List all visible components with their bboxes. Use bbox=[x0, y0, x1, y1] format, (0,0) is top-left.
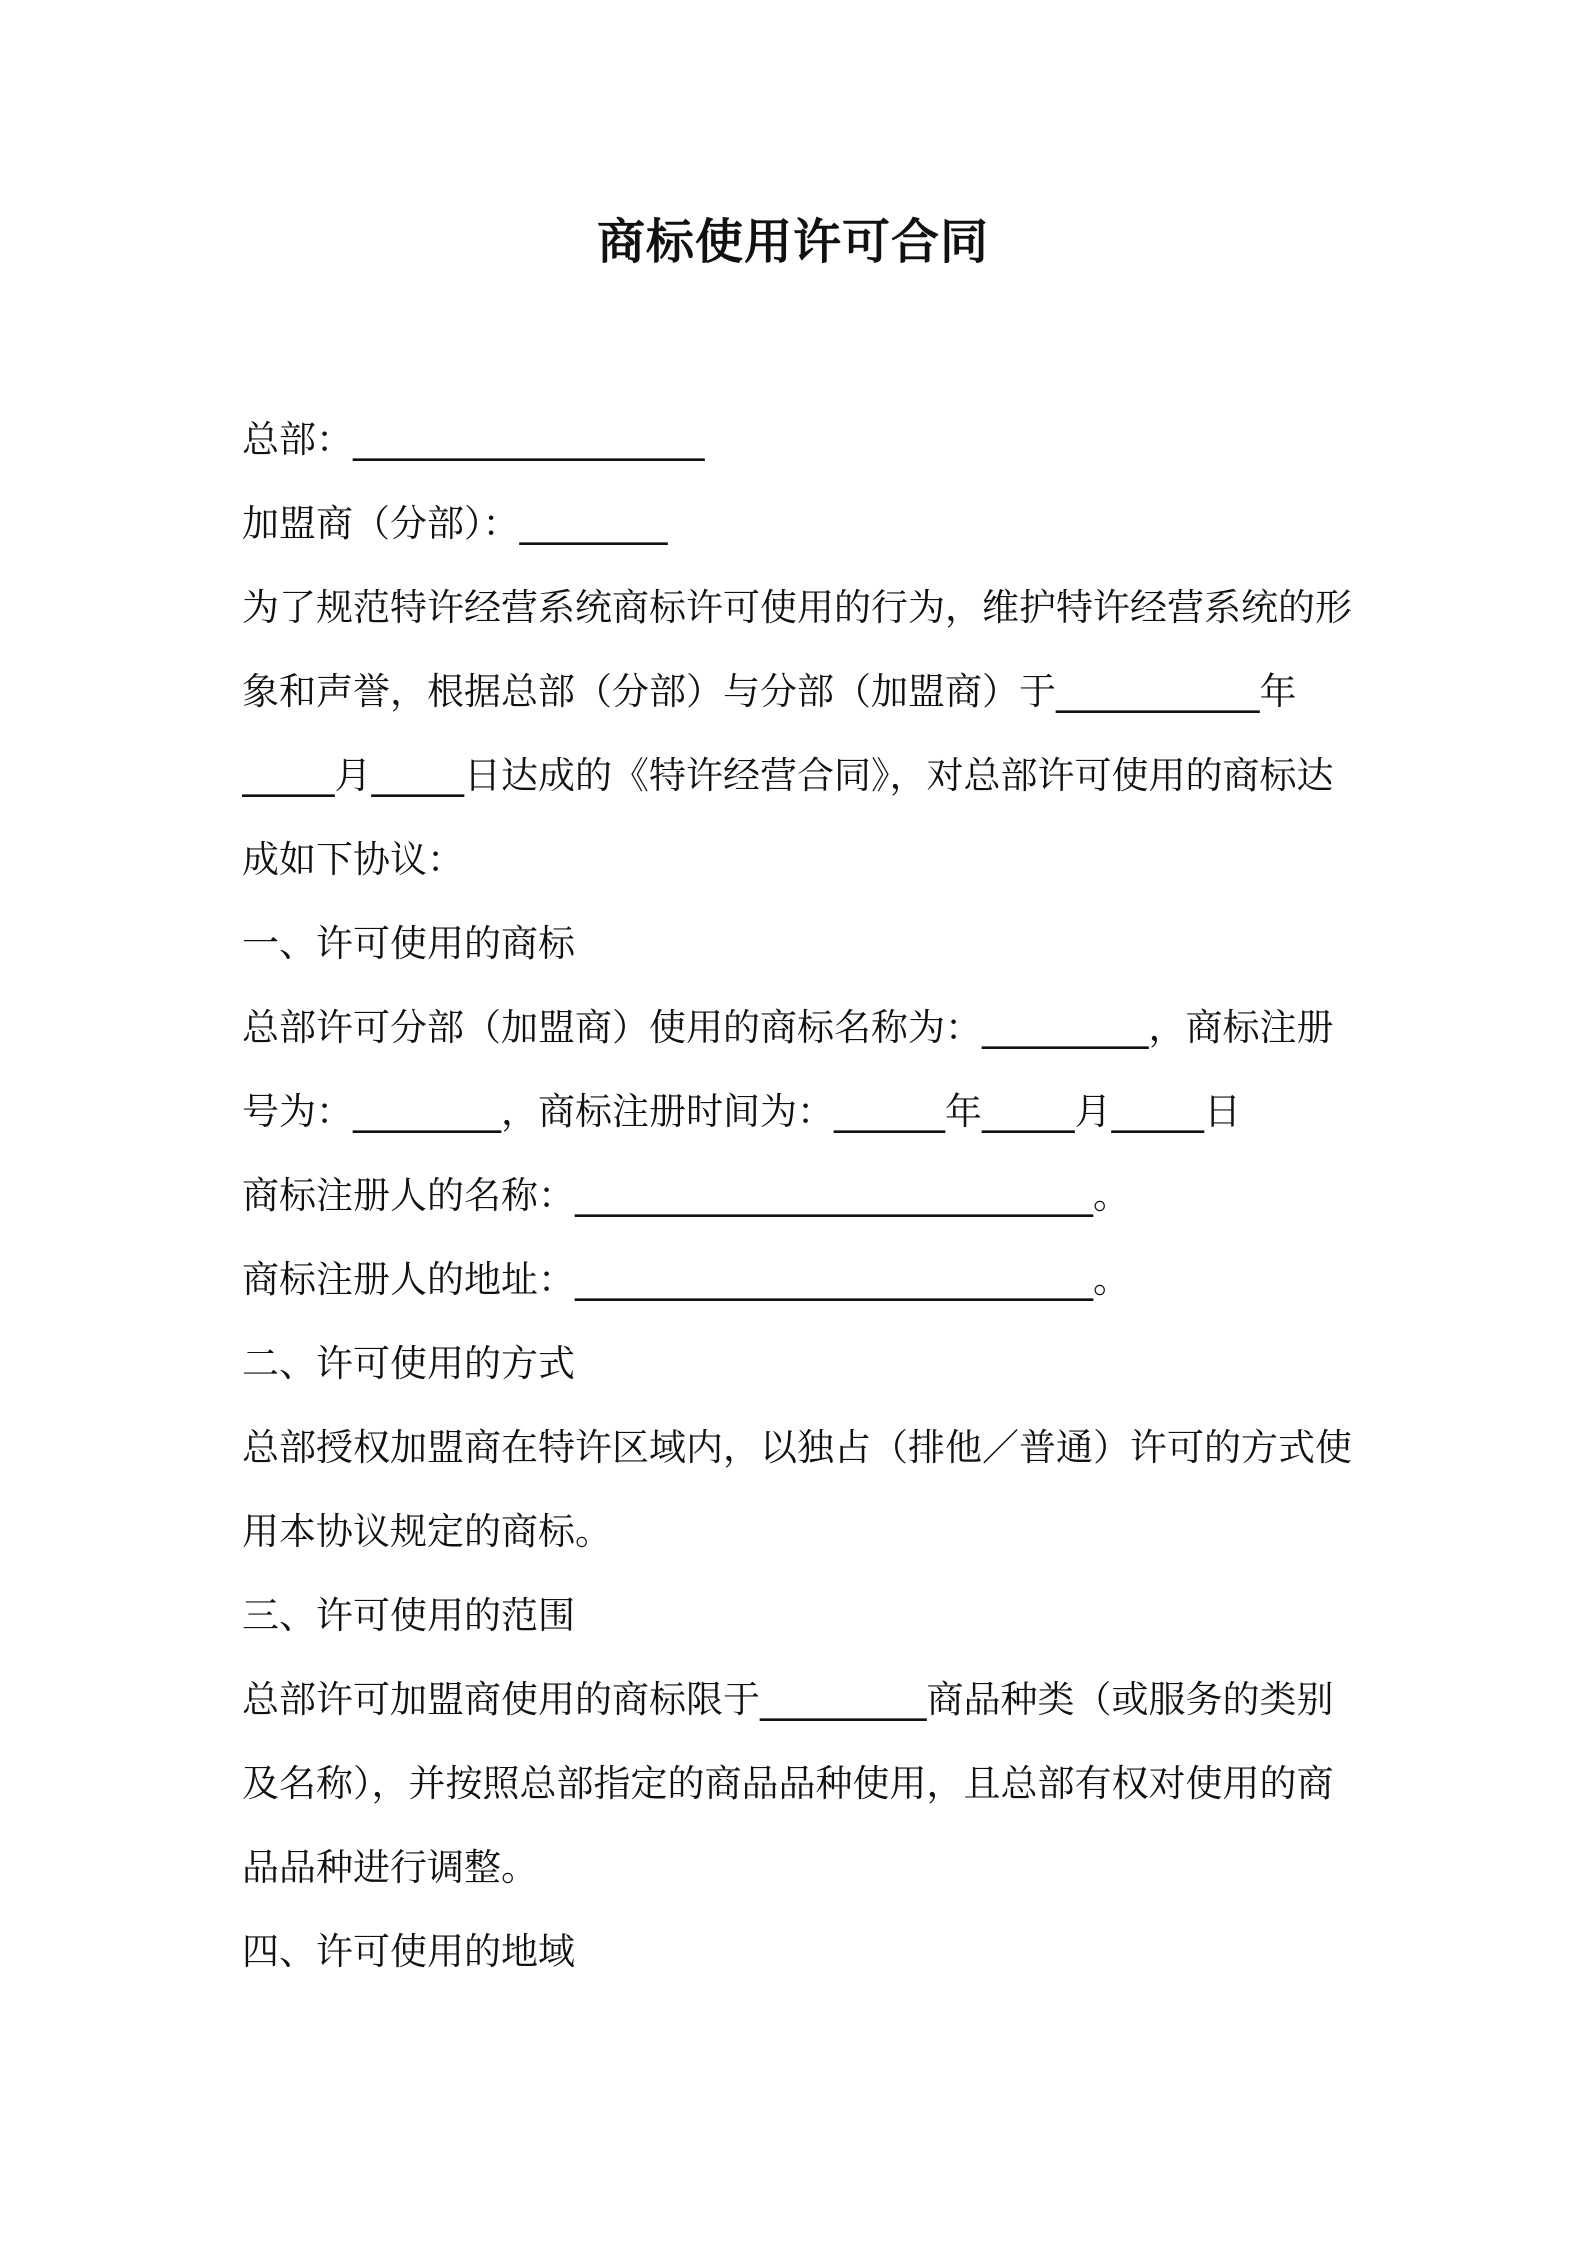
paragraph-line: 总部授权加盟商在特许区域内，以独占（排他／普通）许可的方式使 bbox=[242, 1426, 1352, 1469]
registrant-address-line: 商标注册人的地址：____________________________。 bbox=[242, 1258, 1130, 1301]
section-heading: 四、许可使用的地域 bbox=[242, 1930, 575, 1973]
section-heading: 二、许可使用的方式 bbox=[242, 1342, 575, 1385]
preamble-line: 成如下协议： bbox=[242, 838, 464, 881]
paragraph-line: 总部许可分部（加盟商）使用的商标名称为：_________，商标注册 bbox=[242, 1006, 1334, 1049]
document-title: 商标使用许可合同 bbox=[596, 214, 989, 270]
paragraph-line: 总部许可加盟商使用的商标限于_________商品种类（或服务的类别 bbox=[242, 1678, 1334, 1721]
preamble-line: _____月_____日达成的《特许经营合同》，对总部许可使用的商标达 bbox=[242, 754, 1334, 797]
paragraph-line: 品品种进行调整。 bbox=[242, 1846, 538, 1889]
preamble-line: 为了规范特许经营系统商标许可使用的行为，维护特许经营系统的形 bbox=[242, 586, 1352, 629]
section-heading: 三、许可使用的范围 bbox=[242, 1594, 575, 1637]
headquarters-field: 总部：___________________ bbox=[242, 418, 705, 461]
section-heading: 一、许可使用的商标 bbox=[242, 922, 575, 965]
franchisee-field: 加盟商（分部）：________ bbox=[242, 502, 668, 545]
preamble-line: 象和声誉，根据总部（分部）与分部（加盟商）于___________年 bbox=[242, 670, 1297, 713]
paragraph-line: 及名称），并按照总部指定的商品品种使用，且总部有权对使用的商 bbox=[242, 1762, 1334, 1805]
paragraph-line: 号为：________，商标注册时间为：______年_____月_____日 bbox=[242, 1090, 1241, 1133]
paragraph-line: 用本协议规定的商标。 bbox=[242, 1510, 612, 1553]
registrant-name-line: 商标注册人的名称：____________________________。 bbox=[242, 1174, 1130, 1217]
